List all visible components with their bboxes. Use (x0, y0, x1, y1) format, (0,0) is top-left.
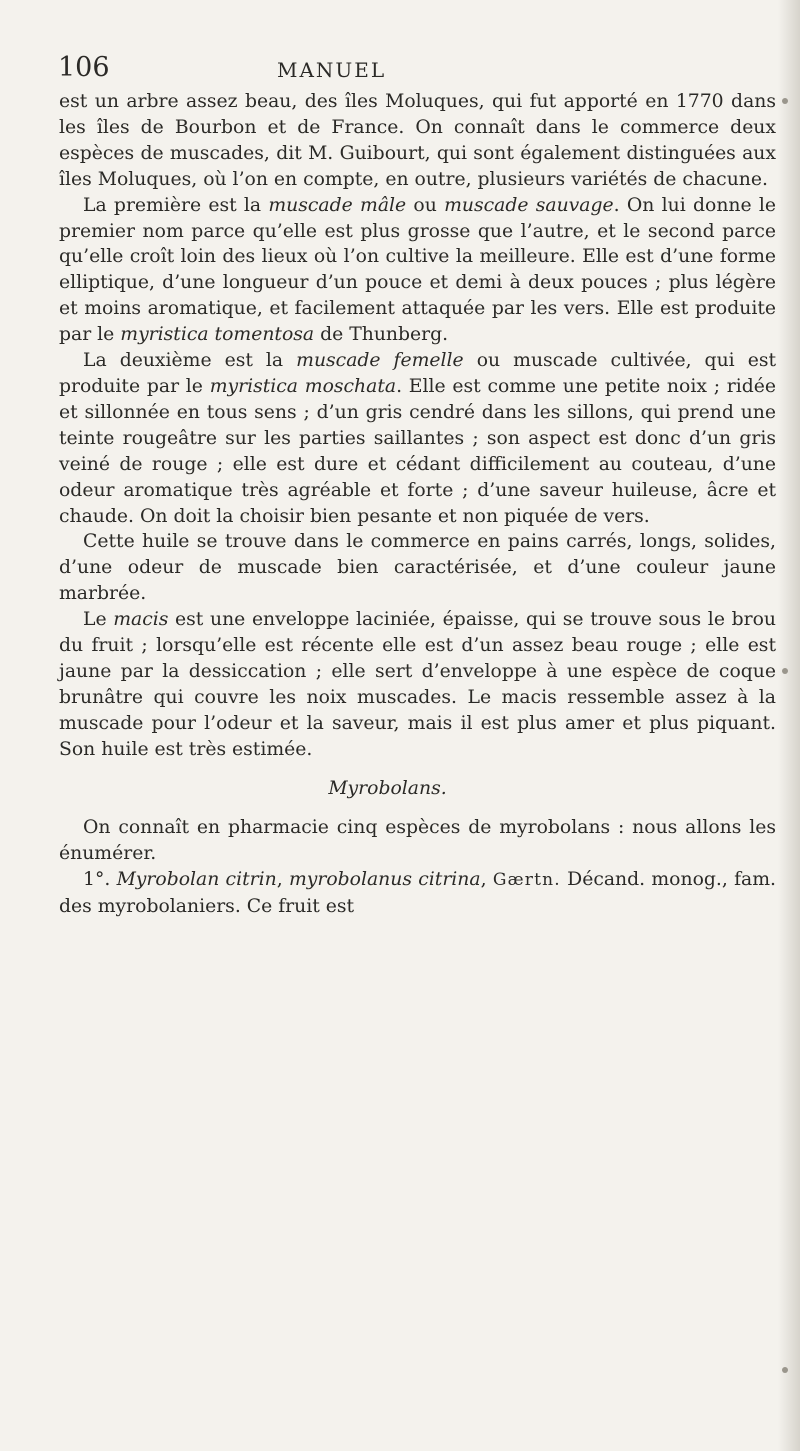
section-heading-text: Myrobolans. (328, 777, 447, 799)
italic-term: muscade mâle (268, 194, 407, 216)
italic-term: myristica moschata (209, 375, 397, 397)
paragraph (59, 867, 776, 920)
italic-term: myristica tomentosa (120, 324, 315, 346)
italic-term: muscade femelle (296, 350, 464, 372)
page-edge-shadow (778, 0, 800, 1451)
text-run: Le (83, 609, 114, 631)
page-number: 106 (58, 52, 110, 83)
paragraph: Cette huile se trouve dans le commerce en pains carrés, longs, solides, d’une odeur de muscade bien caractérisée, et d’une couleur jaune marbrée. (59, 531, 776, 605)
italic-term: myrobolanus citrina (288, 869, 481, 891)
text-run: , (276, 869, 289, 891)
author-abbrev: Gærtn. (492, 870, 561, 891)
text-run: ou (406, 194, 445, 216)
paragraph (59, 607, 776, 762)
italic-term: muscade sauvage (444, 194, 614, 216)
text-run: La deuxième est la (83, 350, 297, 372)
paragraph: On connaît en pharmacie cinq espèces de myrobolans : nous allons les énumérer. (59, 817, 776, 865)
page-header (58, 52, 778, 84)
edge-mark (782, 668, 788, 674)
italic-term: Myrobolan citrin (116, 869, 277, 891)
italic-term: macis (113, 609, 169, 631)
paragraph (59, 193, 776, 348)
edge-mark (782, 1367, 788, 1373)
edge-mark (782, 98, 788, 104)
running-head: MANUEL (277, 58, 387, 82)
paragraph (59, 348, 776, 529)
section-heading (59, 776, 776, 802)
paragraph: est un arbre assez beau, des îles Moluques, qui fut apporté en 1770 dans les îles de Bourbon et de France. On connaît dans le commerce deux espèces de muscades, dit M. Guibourt, qui sont également distinguées aux îles Moluques, où l’on en compte, en outre, plusieurs variétés de chacune. (59, 91, 776, 190)
text-run: Décand. monog., fam. des myrobolaniers. Ce fruit est (59, 869, 777, 918)
text-run: 1°. (83, 869, 117, 891)
text-run: ou muscade cultivée, qui est produite par le (59, 350, 777, 397)
text-run: . Elle est comme une petite noix ; ridée et sillonnée en tous sens ; d’un gris cendré dans les sillons, qui prend une teinte rougeâtre sur les parties saillantes ; son aspect est donc d’un gris veiné de rouge ; elle est dure et cédant difficilement au couteau, d’une odeur aromatique très agréable et forte ; d’une saveur huileuse, âcre et chaude. On doit la choisir bien pesante et non piquée de vers. (59, 375, 777, 527)
text-run: de Thunberg. (314, 324, 449, 346)
body-text (59, 89, 776, 920)
text-run: est une enveloppe laciniée, épaisse, qui se trouve sous le brou du fruit ; lorsqu’elle est récente elle est d’un assez beau rouge ; elle est jaune par la dessiccation ; elle sert d’enveloppe à une espèce de coque brunâtre qui couvre les noix muscades. Le macis ressemble assez à la muscade pour l’odeur et la saveur, mais il est plus amer et plus piquant. Son huile est très estimée. (59, 609, 776, 760)
text-run: La première est la (83, 194, 269, 216)
text-run: , (480, 869, 493, 891)
text-run: . On lui donne le premier nom parce qu’elle est plus grosse que l’autre, et le second parce qu’elle croît loin des lieux où l’on cultive la meilleure. Elle est d’une forme elliptique, d’une longueur d’un pouce et demi à deux pouces ; plus légère et moins aromatique, et facilement attaquée par les vers. Elle est produite par le (59, 194, 777, 346)
